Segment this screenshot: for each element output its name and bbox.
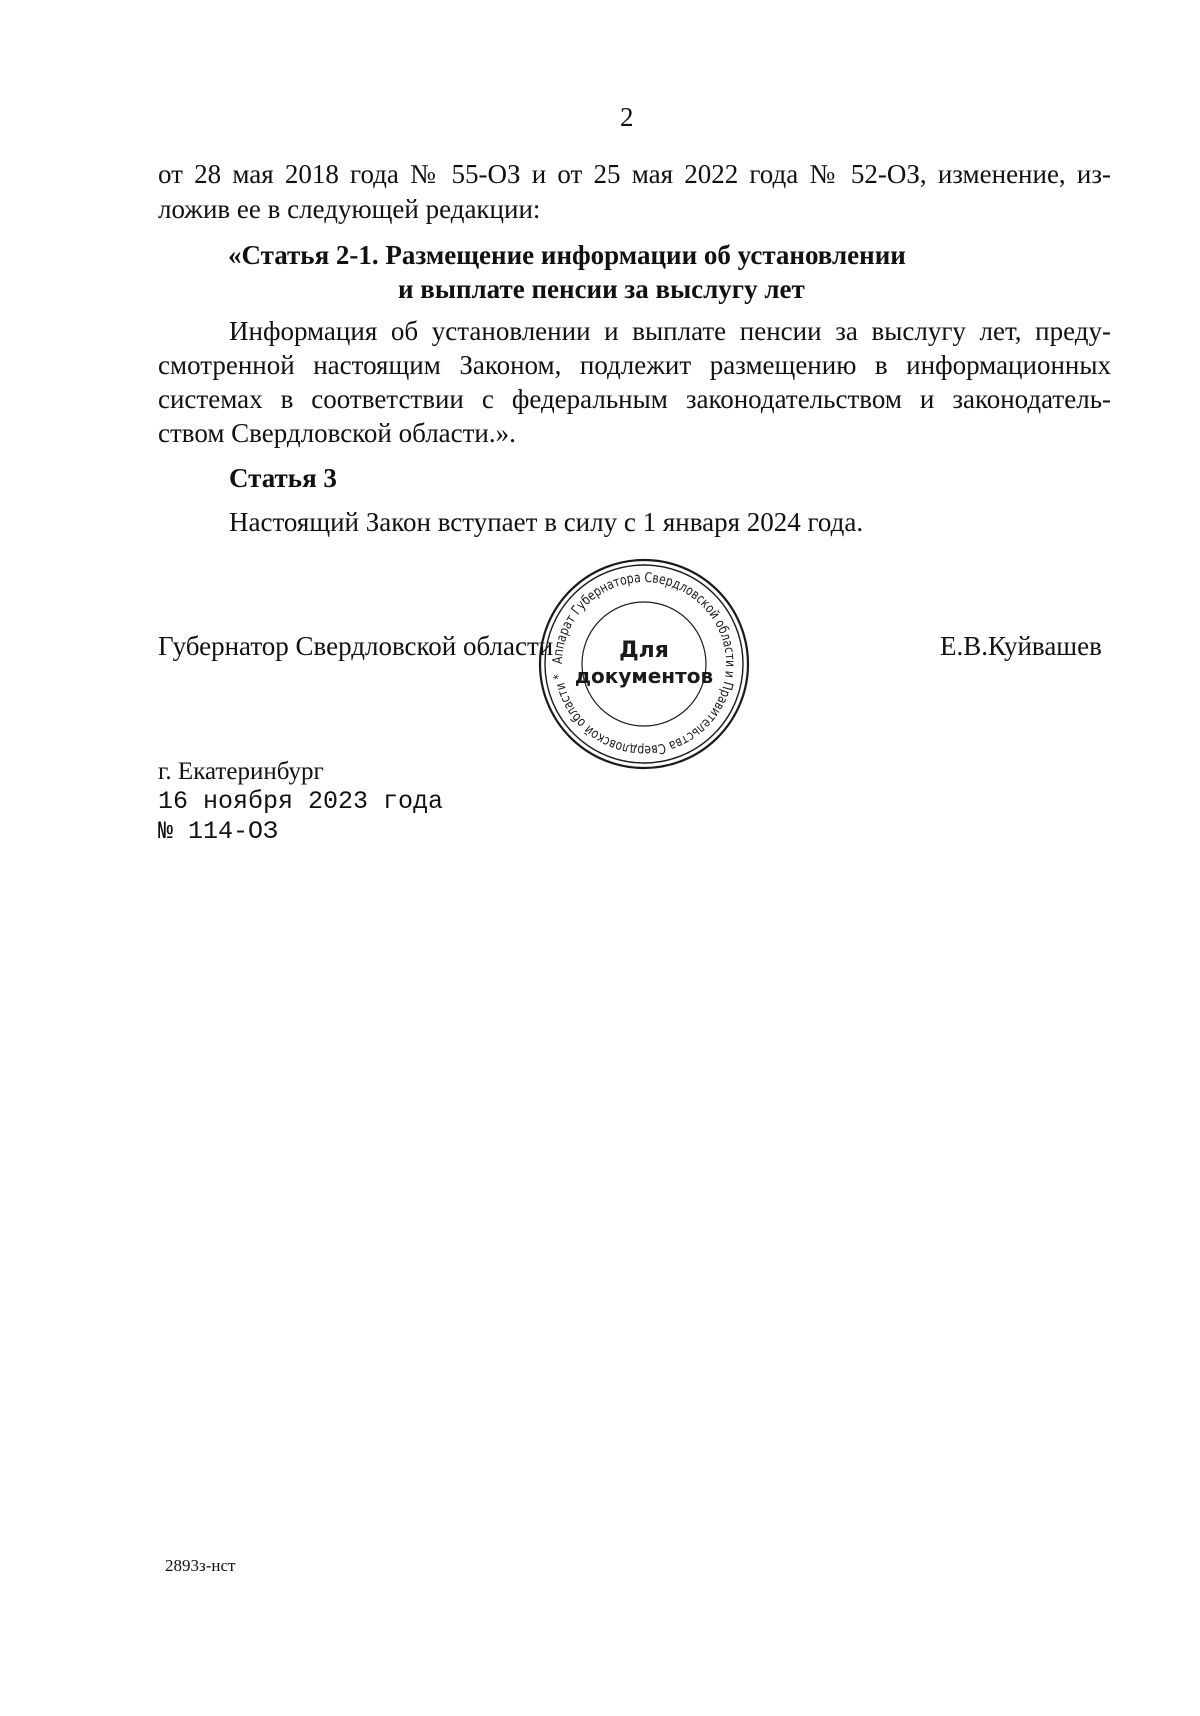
signature-position: Губернатор Свердловской области [158, 631, 554, 661]
article-2-1-body-line-4: ством Свердловской области.». [158, 418, 516, 448]
article-2-1-title-line-2: и выплате пенсии за выслугу лет [398, 274, 805, 304]
article-3-title: Статья 3 [229, 463, 337, 493]
page-number: 2 [620, 102, 634, 132]
article-2-1-body-line-1: Информация об установлении и выплате пенсии за выслугу лет, преду- [229, 316, 1111, 346]
intro-line-1: от 28 мая 2018 года № 55-ОЗ и от 25 мая 2022 года № 52-ОЗ, изменение, из- [158, 159, 1111, 189]
article-2-1-body-line-2: смотренной настоящим Законом, подлежит размещению в информационных [158, 350, 1111, 380]
footer-law-number: № 114-ОЗ [158, 817, 279, 846]
signature-name: Е.В.Куйвашев [940, 631, 1102, 661]
footer-date: 16 ноября 2023 года [158, 787, 444, 816]
svg-text:Для: Для [619, 638, 669, 663]
article-2-1-title-line-1: «Статья 2-1. Размещение информации об установлении [228, 240, 906, 270]
svg-text:документов: документов [574, 664, 714, 688]
article-2-1-body-line-3: системах в соответствии с федеральным законодательством и законодатель- [158, 384, 1111, 414]
intro-line-2: ложив ее в следующей редакции: [158, 194, 541, 224]
svg-text:Аппарат Губернатора Свердловск: Аппарат Губернатора Свердловской области и Правительства Свердловской области * [549, 569, 739, 759]
footer-city: г. Екатеринбург [158, 758, 324, 785]
official-stamp [535, 555, 753, 773]
document-code: 2893з-нст [165, 1556, 236, 1575]
article-3-body: Настоящий Закон вступает в силу с 1 января 2024 года. [229, 507, 864, 537]
